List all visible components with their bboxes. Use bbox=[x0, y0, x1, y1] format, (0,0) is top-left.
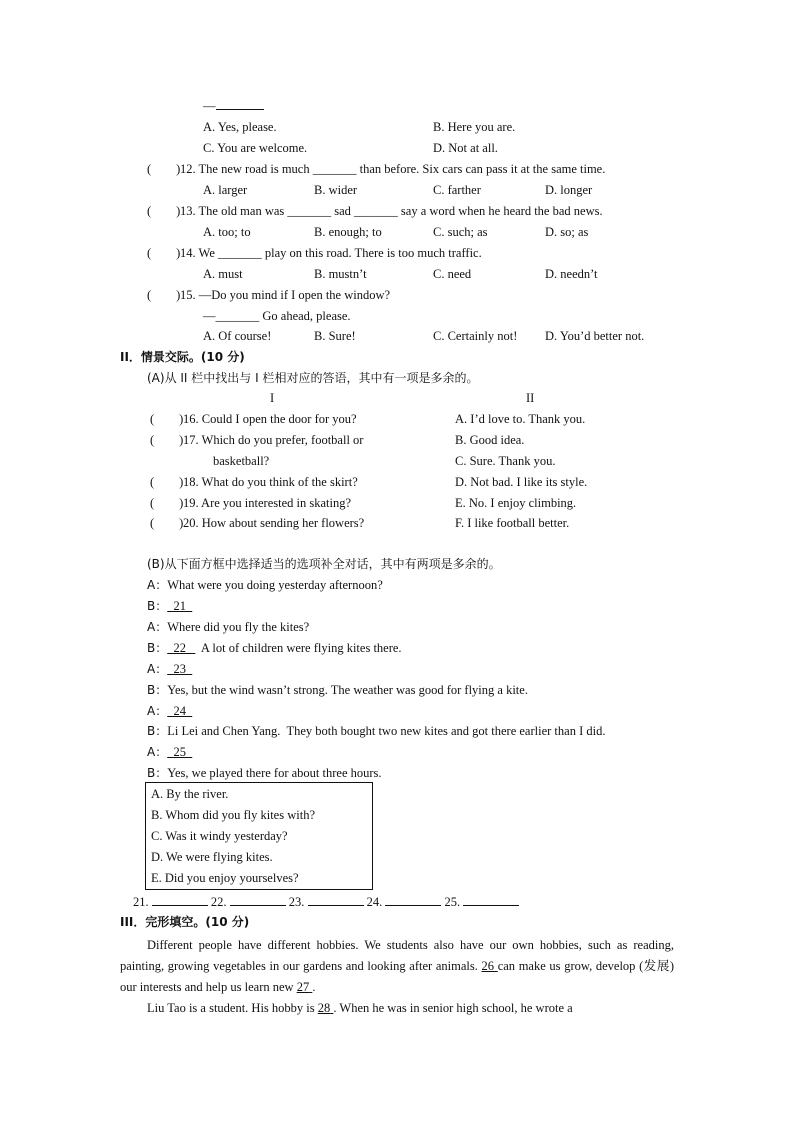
column-2-header: II bbox=[526, 391, 535, 405]
q20-answer-paren[interactable]: ( ) bbox=[150, 516, 184, 530]
answer-blank-21[interactable] bbox=[152, 893, 208, 906]
q11-option-b[interactable]: B. Here you are. bbox=[433, 120, 516, 134]
q13-option-d[interactable]: D. so; as bbox=[545, 225, 589, 239]
dialogue-text: What were you doing yesterday afternoon? bbox=[167, 578, 383, 592]
q15-answer-paren[interactable]: ( ) bbox=[147, 288, 181, 302]
dialogue-line bbox=[147, 598, 192, 614]
answer-blank-22[interactable] bbox=[230, 893, 286, 906]
cloze-text: . When he was in senior high school, he wrote a bbox=[333, 1001, 573, 1015]
q18-answer-paren[interactable]: ( ) bbox=[150, 475, 184, 489]
cloze-paragraph-1 bbox=[120, 935, 674, 998]
q11-option-a[interactable]: A. Yes, please. bbox=[203, 120, 277, 134]
box-option-a: A. By the river. bbox=[151, 787, 229, 801]
blank-26[interactable]: 26 bbox=[481, 959, 495, 973]
dialogue-text: Yes, but the wind wasn’t strong. The weather was good for flying a kite. bbox=[167, 683, 528, 697]
cloze-text: can make us grow, develop (发展) our interests and help us learn new bbox=[120, 959, 675, 994]
reply-option-f: F. I like football better. bbox=[455, 516, 570, 530]
q17-text-continued: basketball? bbox=[213, 454, 270, 468]
cloze-paragraph-2 bbox=[120, 998, 674, 1019]
q12-option-c[interactable]: C. farther bbox=[433, 183, 481, 197]
q14-option-b[interactable]: B. mustn’t bbox=[314, 267, 367, 281]
dialogue-line bbox=[147, 723, 605, 739]
q14-option-d[interactable]: D. needn’t bbox=[545, 267, 598, 281]
q15-stem: 15. —Do you mind if I open the window? bbox=[180, 288, 391, 302]
q20-text: 20. How about sending her flowers? bbox=[183, 516, 365, 530]
slot-label-25: 25. bbox=[444, 895, 461, 909]
cloze-text: . bbox=[312, 980, 316, 994]
q18-text: 18. What do you think of the skirt? bbox=[183, 475, 358, 489]
blank-21[interactable]: 21 bbox=[173, 599, 186, 613]
q13-answer-paren[interactable]: ( ) bbox=[147, 204, 181, 218]
section-3-heading: III．完形填空。(10 分) bbox=[120, 915, 250, 929]
dialogue-line bbox=[147, 682, 528, 698]
q15-option-b[interactable]: B. Sure! bbox=[314, 329, 356, 343]
cloze-text: Different people have different hobbies. We students also have our own hobbies, such as reading, painting, growing vegetables in our gardens and looking after animals. bbox=[120, 938, 674, 973]
dialogue-line bbox=[147, 703, 192, 719]
box-option-c: C. Was it windy yesterday? bbox=[151, 829, 288, 843]
slot-label-22: 22. bbox=[210, 895, 227, 909]
q15-reply: —_______ Go ahead, please. bbox=[203, 309, 351, 323]
dialogue-line bbox=[147, 765, 382, 781]
q12-option-a[interactable]: A. larger bbox=[203, 183, 248, 197]
q11-answer-line bbox=[203, 97, 264, 114]
speaker-label: B： bbox=[147, 766, 168, 780]
blank-27[interactable]: 27 bbox=[296, 980, 310, 994]
speaker-label: B： bbox=[147, 641, 168, 655]
q19-text: 19. Are you interested in skating? bbox=[183, 496, 352, 510]
reply-option-e: E. No. I enjoy climbing. bbox=[455, 496, 577, 510]
cloze-text: Liu Tao is a student. His hobby is bbox=[147, 1001, 315, 1015]
dialogue-text: Where did you fly the kites? bbox=[167, 620, 310, 634]
q11-option-d[interactable]: D. Not at all. bbox=[433, 141, 498, 155]
q14-option-c[interactable]: C. need bbox=[433, 267, 472, 281]
reply-option-b: B. Good idea. bbox=[455, 433, 525, 447]
slot-label-24: 24. bbox=[366, 895, 383, 909]
q15-option-a[interactable]: A. Of course! bbox=[203, 329, 272, 343]
q12-option-b[interactable]: B. wider bbox=[314, 183, 358, 197]
dialogue-text: Yes, we played there for about three hours. bbox=[167, 766, 382, 780]
dialogue-text: A lot of children were flying kites there. bbox=[195, 641, 402, 655]
dialogue-line bbox=[147, 640, 402, 656]
dialogue-text: Li Lei and Chen Yang. They both bought two new kites and got there earlier than I did. bbox=[167, 724, 606, 738]
answer-blank-23[interactable] bbox=[308, 893, 364, 906]
section-2-heading: II．情景交际。(10 分) bbox=[120, 350, 245, 364]
blank-25[interactable]: 25 bbox=[173, 745, 186, 759]
blank-28[interactable]: 28 bbox=[317, 1001, 331, 1015]
slot-label-23: 23. bbox=[288, 895, 305, 909]
speaker-label: B： bbox=[147, 599, 168, 613]
answer-blank-24[interactable] bbox=[385, 893, 441, 906]
dialogue-line bbox=[147, 744, 192, 760]
speaker-label: B： bbox=[147, 724, 168, 738]
part-a-instruction: (A)从 II 栏中找出与 I 栏相对应的答语，其中有一项是多余的。 bbox=[147, 371, 479, 385]
dialogue-line bbox=[147, 661, 192, 677]
reply-option-d: D. Not bad. I like its style. bbox=[455, 475, 588, 489]
q12-stem: 12. The new road is much _______ than before. Six cars can pass it at the same time. bbox=[180, 162, 606, 176]
part-b-instruction: (B)从下面方框中选择适当的选项补全对话，其中有两项是多余的。 bbox=[147, 557, 501, 571]
answer-blank-25[interactable] bbox=[463, 893, 519, 906]
q16-text: 16. Could I open the door for you? bbox=[183, 412, 357, 426]
dialogue-line bbox=[147, 619, 309, 635]
box-option-b: B. Whom did you fly kites with? bbox=[151, 808, 315, 822]
dialogue-line bbox=[147, 577, 383, 593]
q13-stem: 13. The old man was _______ sad _______ say a word when he heard the bad news. bbox=[180, 204, 603, 218]
q15-option-d[interactable]: D. You’d better not. bbox=[545, 329, 645, 343]
speaker-label: A： bbox=[147, 620, 168, 634]
q12-option-d[interactable]: D. longer bbox=[545, 183, 593, 197]
speaker-label: A： bbox=[147, 662, 168, 676]
speaker-label: B： bbox=[147, 683, 168, 697]
speaker-label: A： bbox=[147, 704, 168, 718]
speaker-label: A： bbox=[147, 578, 168, 592]
q14-option-a[interactable]: A. must bbox=[203, 267, 243, 281]
q19-answer-paren[interactable]: ( ) bbox=[150, 496, 184, 510]
q12-answer-paren[interactable]: ( ) bbox=[147, 162, 181, 176]
q11-blank[interactable] bbox=[216, 97, 264, 110]
blank-24[interactable]: 24 bbox=[173, 704, 186, 718]
blank-23[interactable]: 23 bbox=[173, 662, 186, 676]
reply-option-a: A. I’d love to. Thank you. bbox=[455, 412, 586, 426]
q17-text: 17. Which do you prefer, football or bbox=[183, 433, 364, 447]
q13-option-b[interactable]: B. enough; to bbox=[314, 225, 382, 239]
q15-option-c[interactable]: C. Certainly not! bbox=[433, 329, 518, 343]
reply-option-c: C. Sure. Thank you. bbox=[455, 454, 556, 468]
q14-stem: 14. We _______ play on this road. There is too much traffic. bbox=[180, 246, 482, 260]
q17-answer-paren[interactable]: ( ) bbox=[150, 433, 184, 447]
answer-slots bbox=[133, 893, 519, 910]
slot-label-21: 21. bbox=[133, 895, 149, 909]
box-option-e: E. Did you enjoy yourselves? bbox=[151, 871, 299, 885]
blank-22[interactable]: 22 bbox=[173, 641, 186, 655]
q11-dash: — bbox=[203, 99, 216, 113]
column-1-header: I bbox=[270, 391, 275, 405]
q14-answer-paren[interactable]: ( ) bbox=[147, 246, 181, 260]
q16-answer-paren[interactable]: ( ) bbox=[150, 412, 184, 426]
box-option-d: D. We were flying kites. bbox=[151, 850, 273, 864]
q11-option-c[interactable]: C. You are welcome. bbox=[203, 141, 308, 155]
q13-option-c[interactable]: C. such; as bbox=[433, 225, 488, 239]
speaker-label: A： bbox=[147, 745, 168, 759]
q13-option-a[interactable]: A. too; to bbox=[203, 225, 251, 239]
